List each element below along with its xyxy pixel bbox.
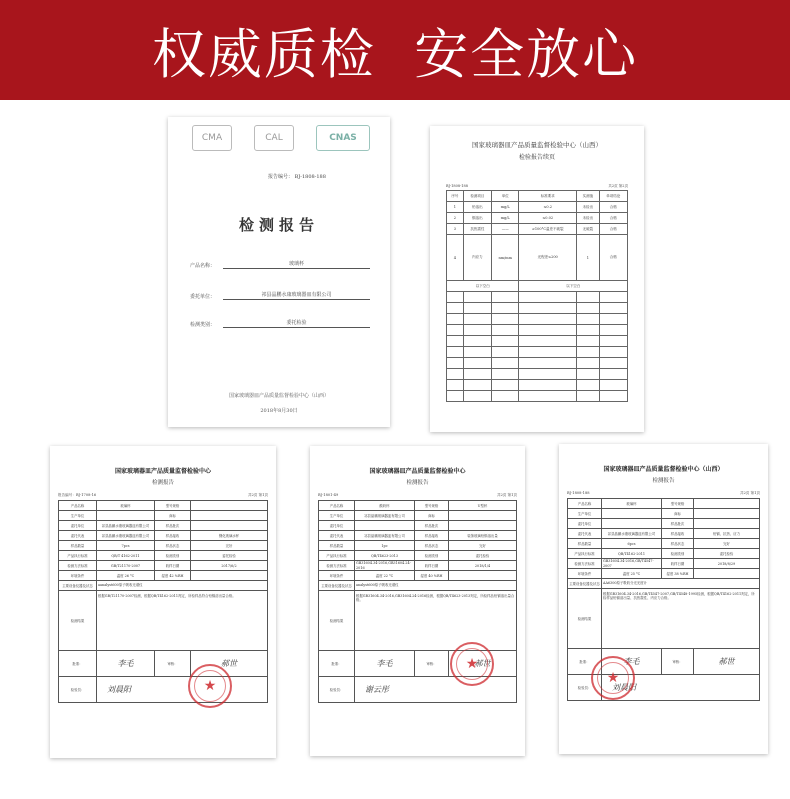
report-meta — [58, 493, 268, 498]
table-cell — [355, 521, 415, 531]
table-cell: 产品执行标准 — [59, 551, 97, 561]
table-cell: GB/T21170-2007 — [97, 561, 155, 571]
table-cell: 检测方法标准 — [319, 561, 355, 571]
table-cell: 检测类别 — [415, 551, 449, 561]
table-cell: 收样日期 — [415, 561, 449, 571]
table-row — [319, 511, 517, 521]
table-cell: 批准： — [59, 651, 97, 677]
report-cover-page — [168, 117, 390, 427]
table-cell: 单项结论 — [599, 191, 627, 202]
cover-field-label: 检测类别： — [190, 322, 216, 328]
table-cell: 4 — [447, 235, 464, 281]
report-meta — [567, 491, 760, 496]
report-continuation-page — [430, 126, 644, 432]
cnas-logo-icon: CNAS — [316, 125, 370, 151]
table-cell: 样品批次 — [415, 521, 449, 531]
report-subtitle: 检测报告 — [652, 478, 675, 484]
signature: 谢云彤 — [355, 677, 517, 703]
table-cell: 批准： — [319, 651, 355, 677]
table-cell: 2018/8/29 — [694, 559, 760, 569]
table-cell: 检测类别 — [662, 549, 694, 559]
table-cell: 检测方法标准 — [59, 561, 97, 571]
table-row — [319, 521, 517, 531]
table-cell: 单位 — [492, 191, 519, 202]
cover-field-value: 玻璃杯 — [223, 260, 370, 269]
table-cell: 钢化玻璃水杯 — [191, 531, 268, 541]
table-cell — [449, 571, 517, 581]
table-cell — [191, 571, 268, 581]
table-row — [447, 347, 628, 358]
table-cell: analyst600原子吸收光谱仪 — [355, 581, 517, 591]
table-row — [447, 391, 628, 402]
continuation-title: 国家玻璃器皿产品质量监督检验中心（山西） — [472, 141, 602, 149]
signature: 李毛 — [355, 651, 415, 677]
table-row — [319, 561, 517, 571]
table-cell: 铅镉、抗热、应力 — [694, 529, 760, 539]
signature: 李毛 — [602, 649, 662, 675]
table-cell: 祁县晶鹏水康玻璃器皿有限公司 — [97, 521, 155, 531]
table-cell: 合格 — [599, 202, 627, 213]
cover-field-value: 委托检验 — [223, 319, 370, 328]
table-row — [319, 541, 517, 551]
table-row — [447, 202, 628, 213]
table-cell: 样品接收 — [662, 529, 694, 539]
table-cell: 检验员： — [319, 677, 355, 703]
table-cell: 光程差≤200 — [519, 235, 577, 281]
cover-field-product — [190, 260, 370, 269]
table-cell: 湿度 40 %RH — [415, 571, 449, 581]
cover-field-value: 祁县晶鹏水康玻璃器皿有限公司 — [223, 291, 370, 300]
table-cell: 生产单位 — [59, 511, 97, 521]
table-cell: aanalyst600原子吸收光谱仪 — [97, 581, 268, 591]
table-row — [319, 591, 517, 651]
table-row — [447, 235, 628, 281]
report-number: BJ-1808-188 — [567, 491, 590, 495]
table-cell: 合格 — [599, 235, 627, 281]
cover-field-client — [190, 291, 370, 300]
table-cell: 湿度 38 %RH — [662, 569, 694, 579]
continuation-meta — [446, 184, 628, 189]
report-meta — [318, 493, 517, 498]
table-cell: 样品接收 — [155, 531, 191, 541]
table-row — [319, 571, 517, 581]
table-cell: 标准要求 — [519, 191, 577, 202]
table-cell: 检测结果 — [568, 589, 602, 649]
signature: 刘晨阳 — [97, 677, 268, 703]
table-cell — [97, 511, 155, 521]
table-cell: 产品名称 — [568, 499, 602, 509]
table-row — [447, 380, 628, 391]
table-header-row — [447, 191, 628, 202]
table-cell — [602, 519, 662, 529]
table-cell: 样品接收 — [415, 531, 449, 541]
table-cell: 以下空白 — [447, 281, 519, 292]
table-cell: 商标 — [155, 511, 191, 521]
cover-date: 2018年8月30日 — [260, 408, 298, 414]
table-row — [447, 325, 628, 336]
table-row — [59, 501, 268, 511]
table-row — [447, 369, 628, 380]
table-row — [568, 559, 760, 569]
table-cell: 收样日期 — [662, 559, 694, 569]
report-number: BJ-1801-49 — [318, 493, 339, 497]
table-cell: 商标 — [415, 511, 449, 521]
table-row — [568, 589, 760, 649]
table-cell: 环境条件 — [319, 571, 355, 581]
table-cell: 审核： — [415, 651, 449, 677]
table-cell: —— — [492, 224, 519, 235]
table-row — [568, 509, 760, 519]
table-cell: 生产单位 — [319, 511, 355, 521]
table-cell: 委托代表 — [568, 529, 602, 539]
report-page: 共2页 第1页 — [496, 493, 517, 497]
table-cell: 样品状态 — [155, 541, 191, 551]
table-cell: 装饰玻璃铅镉溶出量 — [449, 531, 517, 541]
report-number: 报告编号：BJ-1708-16 — [58, 493, 97, 497]
table-cell: 委托单位 — [568, 519, 602, 529]
table-cell: 批准： — [568, 649, 602, 675]
cover-field-label: 产品名称： — [190, 263, 216, 269]
table-cell: QB/T4162-2011 — [602, 549, 662, 559]
table-cell: 未检出 — [577, 202, 600, 213]
seal-stamp-icon: ★ — [591, 656, 635, 700]
table-cell: AA6300原子吸收分光光度计 — [602, 579, 760, 589]
table-row — [447, 281, 628, 292]
table-cell: 委托检验 — [694, 549, 760, 559]
table-cell: 主要设备仪器及状态 — [568, 579, 602, 589]
table-cell: U型杯 — [449, 501, 517, 511]
cover-field-label: 委托单位： — [190, 294, 216, 300]
table-cell: 检测类别 — [155, 551, 191, 561]
table-cell: mg/L — [492, 213, 519, 224]
continuation-results-table — [446, 190, 628, 402]
table-cell: 环境条件 — [568, 569, 602, 579]
table-cell — [191, 521, 268, 531]
test-report-1 — [50, 446, 276, 758]
signature: 郝世 — [449, 651, 517, 677]
table-cell: 完好 — [694, 539, 760, 549]
table-cell: mg/L — [492, 202, 519, 213]
table-cell: 产品名称 — [59, 501, 97, 511]
table-row — [59, 581, 268, 591]
report-subtitle: 检测报告 — [406, 480, 429, 486]
table-cell: 2017/6/2 — [191, 561, 268, 571]
table-cell: 委托代表 — [319, 531, 355, 541]
table-row — [319, 501, 517, 511]
table-cell: 内应力 — [463, 235, 491, 281]
table-cell: 1 — [447, 202, 464, 213]
table-cell: 样品状态 — [662, 539, 694, 549]
table-cell: 祁县晶鹏水康玻璃器皿有限公司 — [602, 529, 662, 539]
seal-stamp-icon: ★ — [450, 642, 494, 686]
test-report-3 — [559, 444, 768, 754]
table-cell: 以下空白 — [519, 281, 628, 292]
table-cell: 无破裂 — [577, 224, 600, 235]
table-row — [568, 519, 760, 529]
table-cell: 环境条件 — [59, 571, 97, 581]
table-cell: 样品数量 — [568, 539, 602, 549]
table-cell: 检验员： — [568, 675, 602, 701]
table-row — [447, 303, 628, 314]
table-cell: 完好 — [449, 541, 517, 551]
table-cell: 序号 — [447, 191, 464, 202]
report-info-table — [58, 500, 268, 703]
table-cell — [449, 521, 517, 531]
table-cell: ≥100°C温差不破裂 — [519, 224, 577, 235]
signature: 郝世 — [191, 651, 268, 677]
table-cell: 抗热震性 — [463, 224, 491, 235]
table-cell: 合格 — [599, 213, 627, 224]
table-row — [59, 551, 268, 561]
table-cell: 检测方法标准 — [568, 559, 602, 569]
report-page: 共2页 第1页 — [247, 493, 268, 497]
table-row — [568, 579, 760, 589]
table-row — [59, 571, 268, 581]
test-report-2 — [310, 446, 525, 756]
cma-logo-icon: CMA — [192, 125, 232, 151]
table-cell: 产品执行标准 — [568, 549, 602, 559]
table-cell: 收样日期 — [155, 561, 191, 571]
table-cell: 样品数量 — [319, 541, 355, 551]
table-row — [447, 358, 628, 369]
table-cell: nm/mm — [492, 235, 519, 281]
table-row — [447, 213, 628, 224]
continuation-subtitle: 检验报告续页 — [518, 154, 555, 161]
table-cell: 产品执行标准 — [319, 551, 355, 561]
table-cell — [602, 509, 662, 519]
table-cell: QB/T 4162-2011 — [97, 551, 155, 561]
table-cell: 审核： — [662, 649, 694, 675]
table-cell: 商标 — [662, 509, 694, 519]
report-subtitle: 检测报告 — [151, 480, 174, 486]
table-row — [59, 511, 268, 521]
table-row — [568, 529, 760, 539]
table-row — [447, 224, 628, 235]
table-cell: 委托单位 — [59, 521, 97, 531]
table-cell: 生产单位 — [568, 509, 602, 519]
table-row — [319, 531, 517, 541]
table-row — [319, 581, 517, 591]
report-page: 共2页 第1页 — [739, 491, 760, 495]
table-cell — [694, 509, 760, 519]
table-cell: 1pc — [355, 541, 415, 551]
table-cell: 样品批次 — [155, 521, 191, 531]
table-cell: 委托单位 — [319, 521, 355, 531]
report-title: 国家玻璃器皿产品质量监督检验中心 — [369, 468, 466, 475]
table-row — [447, 336, 628, 347]
promo-banner — [0, 0, 790, 100]
table-row — [568, 549, 760, 559]
table-cell: 检测结果 — [319, 591, 355, 651]
cover-issuer: 国家玻璃器皿产品质量监督检验中心（山西） — [228, 393, 329, 399]
signature: 李毛 — [97, 651, 155, 677]
table-row — [568, 539, 760, 549]
table-cell: 温度 26 °C — [97, 571, 155, 581]
table-cell: 实测值 — [577, 191, 600, 202]
seal-stamp-icon: ★ — [188, 664, 232, 708]
table-row — [319, 551, 517, 561]
table-row — [59, 561, 268, 571]
table-cell: 镉溶出 — [463, 213, 491, 224]
table-row — [59, 591, 268, 651]
cal-logo-icon: CAL — [254, 125, 294, 151]
table-cell: 检验员： — [59, 677, 97, 703]
table-cell: 祁县晶鹏玻璃器皿有限公司 — [355, 511, 415, 521]
cover-field-category — [190, 319, 370, 328]
continuation-number: BJ-1808-188 — [446, 184, 468, 188]
table-cell: 玻璃杯 — [602, 499, 662, 509]
table-cell: 温度 22 °C — [355, 571, 415, 581]
table-cell: 根据GB/T21170-2007检测，根据QB/T4162-2011判定，所检样品符合铅镉溶出量合格。 — [97, 591, 268, 651]
table-cell: 祁县晶鹏玻璃器皿有限公司 — [355, 531, 415, 541]
table-cell: 6pcs — [602, 539, 662, 549]
table-cell: 3 — [447, 224, 464, 235]
table-row — [568, 499, 760, 509]
table-cell — [449, 511, 517, 521]
table-row — [319, 677, 517, 703]
table-cell: 审核： — [155, 651, 191, 677]
table-cell: QB/T4623-2013 — [355, 551, 415, 561]
table-cell: 玻璃杯 — [97, 501, 155, 511]
table-row — [447, 314, 628, 325]
certification-logos — [192, 125, 370, 151]
table-cell: 样品数量 — [59, 541, 97, 551]
banner-title: 权威质检 安全放心 — [151, 22, 639, 86]
table-row — [447, 292, 628, 303]
table-cell: 祁县晶鹏水康玻璃器皿有限公司 — [97, 531, 155, 541]
table-cell: 合格 — [599, 224, 627, 235]
table-cell: 2018/1/4 — [449, 561, 517, 571]
table-cell: 铅溶出 — [463, 202, 491, 213]
table-cell: 委托检验 — [449, 551, 517, 561]
table-cell: 完好 — [191, 541, 268, 551]
table-cell: 主要设备仪器及状态 — [59, 581, 97, 591]
table-cell: 2 — [447, 213, 464, 224]
table-cell: 1 — [577, 235, 600, 281]
continuation-page: 共2页 第2页 — [608, 184, 628, 188]
table-cell: 主要设备仪器及状态 — [319, 581, 355, 591]
table-cell — [191, 501, 268, 511]
report-title: 国家玻璃器皿产品质量监督检验中心（山西） — [603, 466, 724, 473]
table-cell: 型号规格 — [155, 501, 191, 511]
table-cell: 委托检验 — [191, 551, 268, 561]
table-cell: 酸奶杯 — [355, 501, 415, 511]
cover-title: 检测报告 — [238, 216, 319, 234]
table-cell — [694, 499, 760, 509]
table-cell — [694, 519, 760, 529]
table-cell — [694, 569, 760, 579]
table-row — [568, 569, 760, 579]
table-cell: 湿度 42 %RH — [155, 571, 191, 581]
table-cell — [191, 511, 268, 521]
table-row — [59, 541, 268, 551]
signature: 刘晨阳 — [602, 675, 760, 701]
table-cell: 型号规格 — [662, 499, 694, 509]
table-cell: ≤0.02 — [519, 213, 577, 224]
table-cell: 温度 25 °C — [602, 569, 662, 579]
table-cell: 未检出 — [577, 213, 600, 224]
table-cell: GB31604.34-2016,GB/T4547-2007 — [602, 559, 662, 569]
table-cell: 检测结果 — [59, 591, 97, 651]
cover-report-number: 报告编号： BJ-1808-188 — [268, 174, 326, 180]
table-row — [59, 521, 268, 531]
table-row — [59, 651, 268, 677]
table-cell: 检测项目 — [463, 191, 491, 202]
table-cell: 样品批次 — [662, 519, 694, 529]
table-cell: 产品名称 — [319, 501, 355, 511]
table-cell: ≤0.2 — [519, 202, 577, 213]
table-cell: 根据GB31604.34-2016,GB31604.24-2016检测，根据QB/T4623-2013判定，所检样品铅镉溶出量合格。 — [355, 591, 517, 651]
table-cell: 样品状态 — [415, 541, 449, 551]
table-row — [59, 531, 268, 541]
table-cell: 型号规格 — [415, 501, 449, 511]
table-cell: 根据GB31604.34-2016,GB/T4547-2007,GB/T4548-1995检测，根据QB/T4162-2011判定，所检样品铅镉溶出量、抗热震性、内应力合格。 — [602, 589, 760, 649]
table-cell: 7pcs — [97, 541, 155, 551]
table-cell: GB31604.34-2016,GB31604.24-2016 — [355, 561, 415, 571]
table-cell: 委托代表 — [59, 531, 97, 541]
table-row — [59, 677, 268, 703]
report-title: 国家玻璃器皿产品质量监督检验中心 — [114, 468, 211, 475]
signature: 郝世 — [694, 649, 760, 675]
